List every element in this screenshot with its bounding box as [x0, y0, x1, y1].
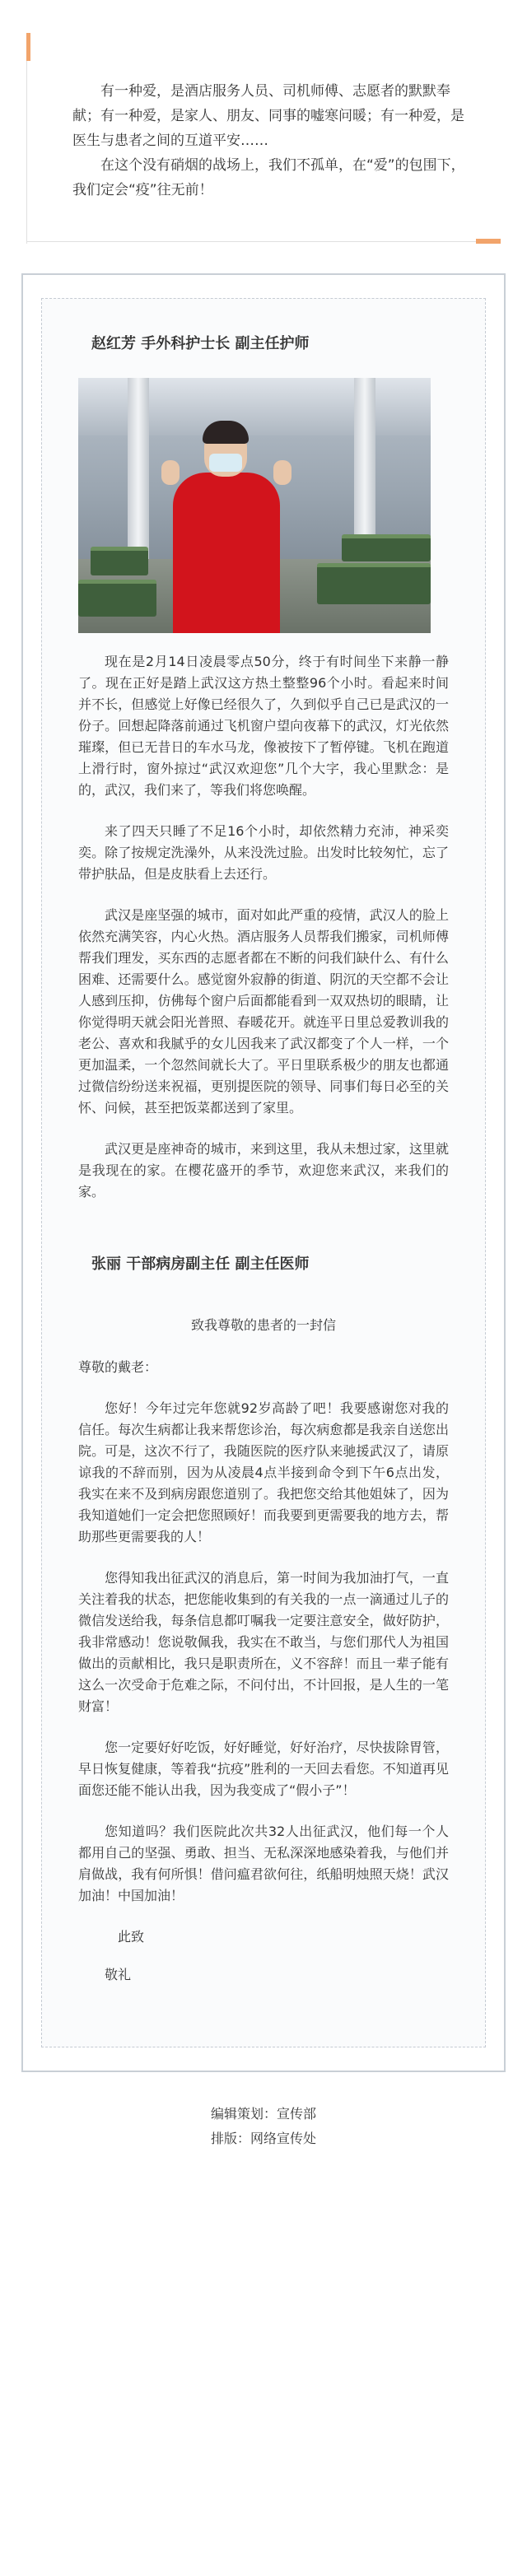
credits — [0, 2102, 527, 2151]
thumb-up — [273, 460, 291, 485]
red-jacket — [173, 473, 280, 633]
body-paragraph: 来了四天只睡了不足16个小时，却依然精力充沛，神采奕奕。除了按规定洗澡外，从来没洗过脸。出发时比较匆忙，忘了带护肤品，但是皮肤看上去还行。 — [78, 823, 449, 882]
story-card — [21, 273, 506, 2072]
photo-bed — [78, 580, 156, 617]
photo-bed — [317, 563, 431, 604]
layout-credit: 排版：网络宣传处 — [210, 2131, 316, 2146]
body-paragraph: 您好！今年过完年您就92岁高龄了吧！我要感谢您对我的信任。每次生病都让我来帮您诊治，每次病愈都是我亲自送您出院。可是，这次不行了，我随医院的医疗队来驰援武汉了，请原谅我的不辞而别，因为从凌晨4点半接到命令到下午6点出发，我实在来不及到病房跟您道别了。我把您交给其他姐妹了，因为我知道她们一定会把您照顾好！而我要到更需要我的地方去，帮助那些更需要我的人！ — [78, 1400, 449, 1544]
intro-border-bottom — [26, 241, 476, 242]
thumb-up — [161, 460, 180, 485]
hair — [203, 421, 249, 444]
body-paragraph: 现在是2月14日凌晨零点50分，终于有时间坐下来静一静了。现在正好是踏上武汉这方热土整整96个小时。看起来时间并不长，但感觉上好像已经很久了，久到似乎自己已是武汉的一份子。回想起降落前通过飞机窗户望向夜幕下的武汉，灯光依然璀璨，但已无昔日的车水马龙，像被按下了暂停键。飞机在跑道上滑行时，窗外掠过“武汉欢迎您”几个大字，我心里默念：是的，武汉，我们来了，等我们将您唤醒。 — [78, 654, 449, 798]
body-paragraph: 武汉更是座神奇的城市，来到这里，我从未想过家，这里就是我现在的家。在樱花盛开的季节，欢迎您来武汉，来我们的家。 — [78, 1141, 449, 1199]
body-paragraph: 您一定要好好吃饭，好好睡觉，好好治疗，尽快拔除胃管，早日恢复健康，等着我“抗疫”胜利的一天回去看您。不知道再见面您还能不能认出我，因为我变成了“假小子”！ — [78, 1740, 449, 1798]
person-title: 赵红芳 手外科护士长 副主任护师 — [91, 335, 310, 352]
photo-bed — [342, 534, 431, 561]
nurse-photo — [78, 378, 431, 633]
corner-accent — [26, 33, 30, 61]
body-paragraph: 武汉是座坚强的城市，面对如此严重的疫情，武汉人的脸上依然充满笑容，内心火热。酒店服务人员帮我们搬家，司机师傅帮我们理发，买东西的志愿者都在不断的问我们缺什么、有什么困难、还需要什么。感觉窗外寂静的街道、阴沉的天空都不会让人感到压抑，仿佛每个窗户后面都能看到一双双热切的眼睛，让你觉得明天就会阳光普照、春暖花开。就连平日里总爱教训我的老公、喜欢和我腻乎的女儿因我来了武汉都变了个人一样，一个更加温柔，一个忽然间就长大了。平日里联系极少的朋友也都通过微信纷纷送来祝福，更别提医院的领导、同事们每日必至的关怀、问候，甚至把饭菜都送到了家里。 — [78, 907, 449, 1116]
person-title: 张丽 干部病房副主任 副主任医师 — [91, 1255, 310, 1273]
person1-text — [78, 651, 449, 1203]
nurse-figure — [156, 411, 296, 633]
photo-bed — [91, 547, 148, 575]
corner-accent — [476, 239, 501, 244]
intro-border-left — [26, 61, 27, 244]
letter-closing: 敬礼 — [105, 1967, 132, 1982]
editor-credit: 编辑策划：宣传部 — [210, 2106, 316, 2122]
letter-salutation: 尊敬的戴老： — [78, 1359, 158, 1375]
letter-closing: 此致 — [118, 1929, 145, 1945]
article-page — [0, 33, 527, 2184]
intro-box — [26, 33, 501, 244]
intro-paragraph: 在这个没有硝烟的战场上，我们不孤单，在“爱”的包围下，我们定会“疫”往无前！ — [72, 157, 465, 198]
letter-heading: 致我尊敬的患者的一封信 — [190, 1317, 336, 1333]
face-mask — [209, 454, 242, 472]
person2-letter — [78, 1315, 449, 1986]
intro-paragraph: 有一种爱，是酒店服务人员、司机师傅、志愿者的默默奉献；有一种爱，是家人、朋友、同事的嘘寒问暖；有一种爱，是医生与患者之间的互道平安…… — [72, 83, 464, 149]
body-paragraph: 您得知我出征武汉的消息后，第一时间为我加油打气，一直关注着我的状态，把您能收集到的有关我的一点一滴通过儿子的微信发送给我，每条信息都叮嘱我一定要注意安全，做好防护，我非常感动！您说敬佩我，我实在不敢当，与您们那代人为祖国做出的贡献相比，我只是职责所在，义不容辞！而且一辈子能有这么一次受命于危难之际，不问付出，不计回报，是人生的一笔财富！ — [78, 1570, 449, 1714]
story-card-inner — [41, 298, 486, 2047]
photo-pillar — [128, 378, 149, 575]
body-paragraph: 您知道吗？我们医院此次共32人出征武汉，他们每一个人都用自己的坚强、勇敢、担当、无私深深地感染着我，与他们并肩做战，我有何所惧！借问瘟君欲何往，纸船明烛照天烧！武汉加油！中国加油！ — [78, 1824, 449, 1903]
